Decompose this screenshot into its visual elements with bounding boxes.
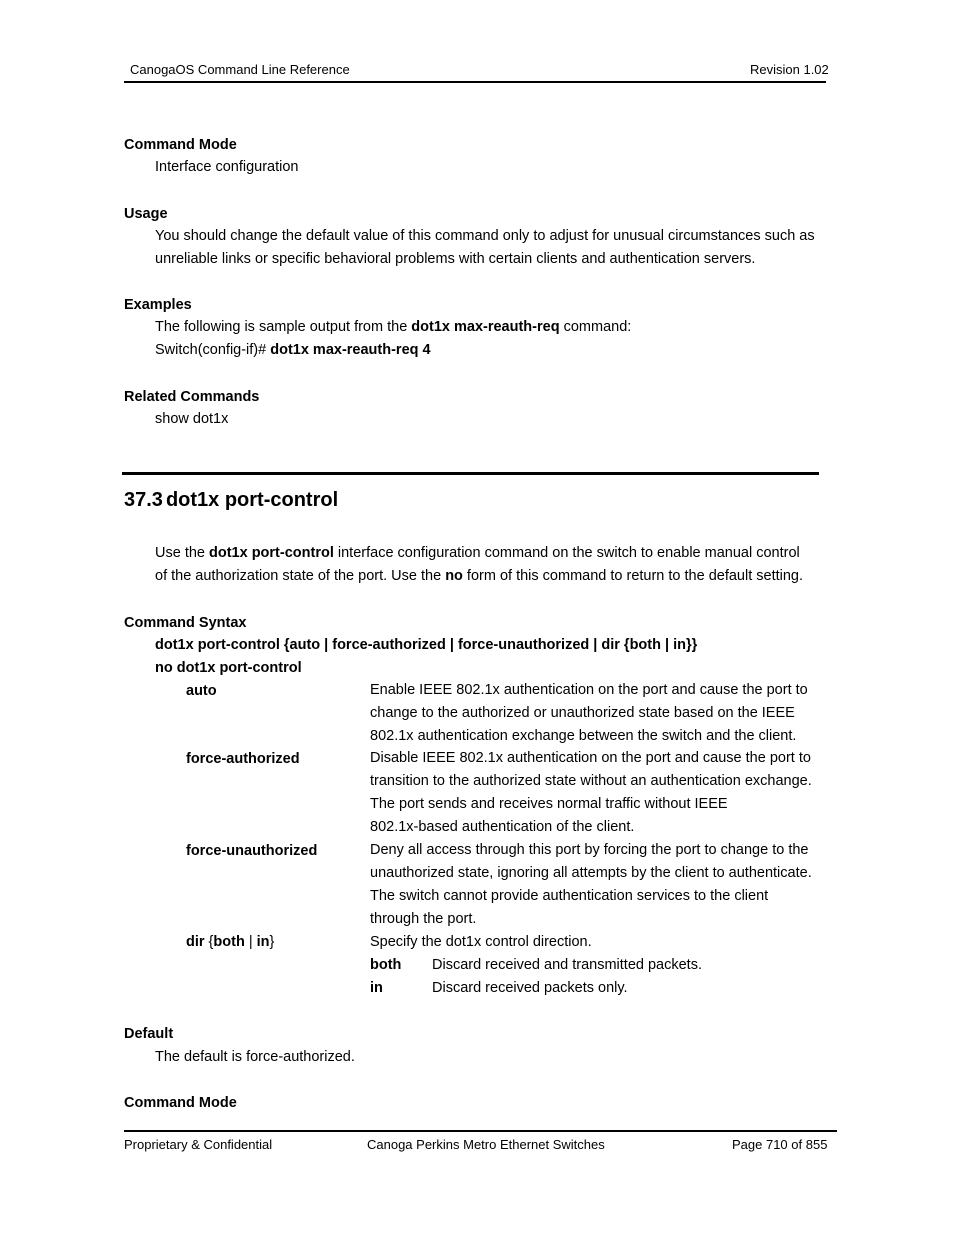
param-force-unauthorized-desc: Deny all access through this port by forcing the port to change to the unauthorized state, ignoring all attempts by the client to authenticate. The switch cannot provide authentication services to the client through the port. [370,842,812,927]
header-revision: Revision 1.02 [750,62,829,77]
param-auto-desc: Enable IEEE 802.1x authentication on the port and cause the port to change to the authorized or unauthorized state based on the IEEE 802.1x authentication exchange between the switch and the client. [370,682,808,744]
syntax-line-1: dot1x port-control {auto | force-authorized | force-unauthorized | dir {both | in}} [155,637,698,653]
header-rule [124,81,826,83]
command-mode-text: Interface configuration [155,159,299,175]
dir-both-desc: Discard received and transmitted packets. [432,957,702,973]
usage-heading: Usage [124,206,168,222]
default-text: The default is force-authorized. [155,1049,355,1065]
param-force-authorized-desc: Disable IEEE 802.1x authentication on the port and cause the port to transition to the authorized state without an authentication exchange. The port sends and receives normal traffic without IEEE 802.1x-based authentication of the client. [370,750,812,835]
footer-rule [124,1130,837,1132]
param-dir: dir {both | in} [186,934,275,950]
param-auto: auto [186,683,217,699]
section-number: 37.3 [124,489,163,511]
examples-line-2: Switch(config-if)# dot1x max-reauth-req 4 [155,342,431,358]
param-force-authorized: force-authorized [186,751,300,767]
dir-in-desc: Discard received packets only. [432,980,628,996]
footer-left: Proprietary & Confidential [124,1137,273,1152]
usage-line-1: You should change the default value of this command only to adjust for unusual circumstances such as [155,228,815,244]
syntax-line-2: no dot1x port-control [155,660,302,676]
command-mode-heading: Command Mode [124,137,237,153]
footer-center: Canoga Perkins Metro Ethernet Switches [367,1137,605,1152]
default-heading: Default [124,1026,174,1042]
footer-page: Page 710 of 855 [732,1137,828,1152]
usage-line-2: unreliable links or specific behavioral problems with certain clients and authentication servers. [155,251,756,267]
section-title: dot1x port-control [165,489,339,511]
command-mode-heading-2: Command Mode [124,1095,237,1111]
param-force-unauthorized: force-unauthorized [186,843,318,859]
dir-in-name: in [370,980,383,996]
related-text: show dot1x [155,411,229,427]
intro-line-1: Use the dot1x port-control interface configuration command on the switch to enable manual control [155,545,800,561]
examples-heading: Examples [124,297,192,313]
syntax-heading: Command Syntax [124,615,247,631]
header-title: CanogaOS Command Line Reference [130,62,350,77]
related-heading: Related Commands [124,389,260,405]
section-heading [124,489,338,512]
dir-both-name: both [370,957,402,973]
examples-line-1: The following is sample output from the dot1x max-reauth-req command: [155,319,632,335]
intro-line-2: of the authorization state of the port. Use the no form of this command to return to the default setting. [155,568,804,584]
param-dir-desc: Specify the dot1x control direction. [370,934,592,950]
section-rule [122,472,819,475]
